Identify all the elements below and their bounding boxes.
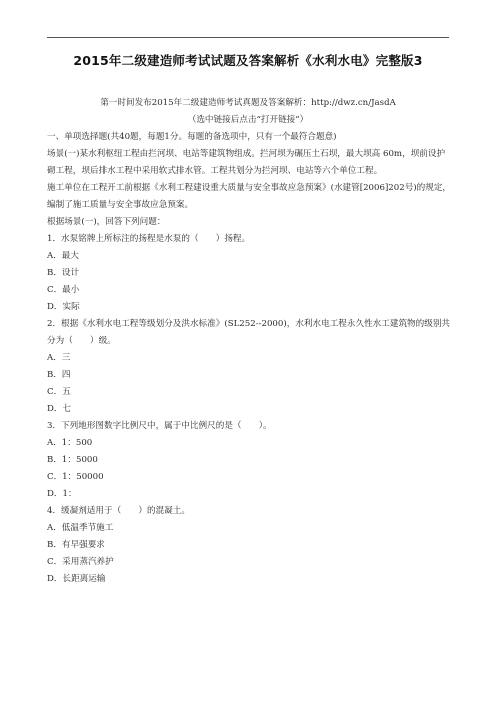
question-option: A．最大 [47, 251, 79, 261]
question-option: C．采用蒸汽养护 [47, 557, 114, 567]
answer-intro: 根据场景(一)，回答下列问题： [47, 217, 166, 227]
question-stem-continued: 分为（ ）级。 [47, 336, 116, 346]
question-stem: 1．水泵铭牌上所标注的扬程是水泵的（ ）扬程。 [47, 234, 251, 244]
scenario-line-4: 编制了施工质量与安全事故应急预案。 [47, 200, 194, 210]
question-option: D．七 [47, 404, 72, 414]
question-option: D．1： [47, 489, 77, 499]
question-option: B．四 [47, 370, 71, 380]
header-rule [47, 37, 449, 38]
document-title: 2015年二级建造师考试试题及答案解析《水利水电》完整版3 [73, 53, 423, 68]
question-stem: 4．缓凝剂适用于（ ）的混凝土。 [47, 506, 190, 516]
question-stem: 2．根据《水利水电工程等级划分及洪水标准》(SL252--2000)，水利水电工程永久性水工建筑物的级别共 [47, 319, 451, 329]
question-option: B．有早强要求 [47, 540, 105, 550]
intro-link-line[interactable]: 第一时间发布2015年二级建造师考试真题及答案解析：http://dwz.cn/JasdA [100, 98, 396, 108]
section-heading: 一、单项选择题(共40题，每题1分。每题的备选项中，只有一个最符合题意) [47, 132, 337, 142]
question-option: B．设计 [47, 268, 80, 278]
question-option: B．1：5000 [47, 455, 98, 465]
question-option: C．五 [47, 387, 71, 397]
question-stem: 3．下列地形图数字比例尺中，属于中比例尺的是（ ）。 [47, 421, 272, 431]
question-option: D．实际 [47, 302, 80, 312]
question-option: A．低温季节施工 [47, 523, 114, 533]
question-option: C．最小 [47, 285, 80, 295]
scenario-line-1: 场景(一)某水利枢纽工程由拦河坝、电站等建筑物组成。拦河坝为碾压土石坝，最大坝高 60m，坝前设护 [47, 149, 446, 159]
scenario-line-2: 砌工程，坝后排水工程中采用软式排水管。工程共划分为拦河坝、电站等六个单位工程。 [47, 166, 383, 176]
question-option: A．1：500 [47, 438, 93, 448]
question-option: C．1：50000 [47, 472, 104, 482]
scenario-line-3: 施工单位在工程开工前根据《水利工程建设重大质量与安全事故应急预案》(水建管[2006]202号)的规定， [47, 183, 452, 193]
intro-note: （选中链接后点击“打开链接”） [187, 115, 309, 125]
question-option: D．长距离运输 [47, 574, 106, 584]
question-option: A．三 [47, 353, 71, 363]
